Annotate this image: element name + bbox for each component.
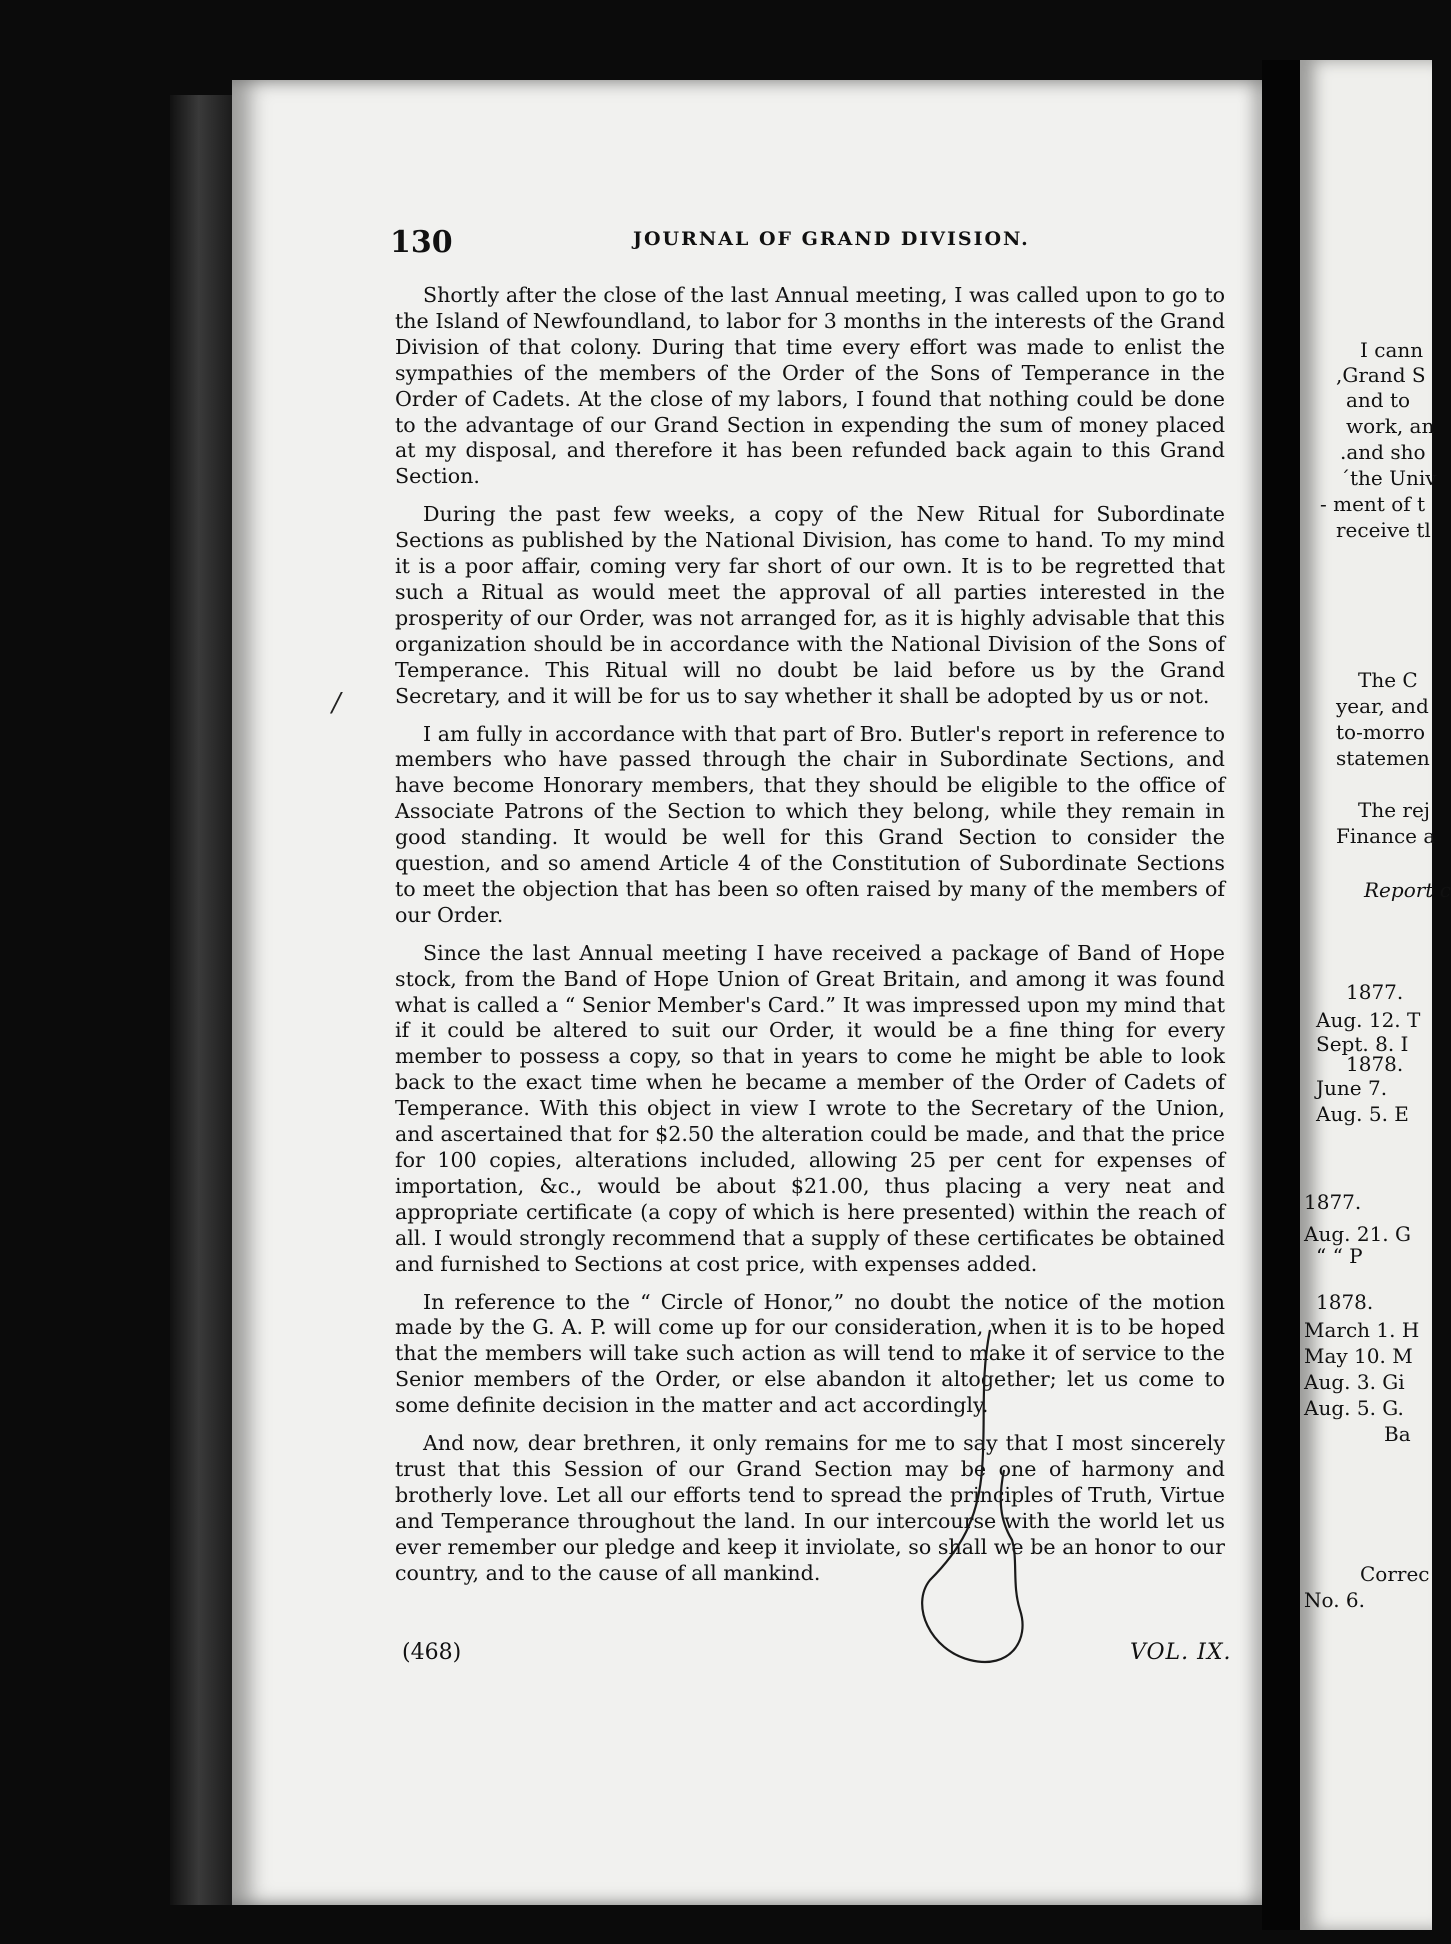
right-page-fragment (1300, 60, 1451, 1930)
body-text (395, 283, 1225, 1599)
right-page-line: ´the Univ (1340, 466, 1437, 490)
right-page-line: ,Grand S (1336, 363, 1426, 387)
right-page-line: Ba (1384, 1422, 1411, 1446)
running-head: JOURNAL OF GRAND DIVISION. (633, 228, 1030, 250)
paragraph: Since the last Annual meeting I have received a package of Band of Hope stock, from the Band of Hope Union of Great Britain, and among it was found what is called a “ Senior Member's Card.” It was impressed upon my mind that if it could be altered to suit our Order, it would be a fine thing for every member to possess a copy, so that in years to come he might be able to look back to the exact time when he became a member of the Order of Cadets of Temperance. With this object in view I wrote to the Secretary of the Union, and ascertained that for $2.50 the alteration could be made, and that the price for 100 copies, alterations included, allowing 25 per cent for expenses of importation, &c., would be about $21.00, thus placing a very neat and appropriate certificate (a copy of which is here presented) within the reach of all. I would strongly recommend that a supply of these certificates be obtained and furnished to Sections at cost price, with expenses added. (395, 940, 1225, 1276)
right-page-line: Aug. 12. T (1316, 1008, 1421, 1032)
book-spine-shadow (170, 95, 234, 1905)
right-page-line: The C (1358, 668, 1418, 692)
volume-mark: VOL. IX. (1130, 1640, 1232, 1665)
paragraph: I am fully in accordance with that part of Bro. Butler's report in reference to members who have passed through the chair in Subordinate Sections, and have become Honorary members, that they should be eligible to the office of Associate Patrons of the Section to which they belong, while they remain in good standing. It would be well for this Grand Section to consider the question, and so amend Article 4 of the Constitution of Subordinate Sections to meet the objection that has been so often raised by many of the members of our Order. (395, 721, 1225, 927)
right-page-line: Aug. 21. G (1304, 1222, 1411, 1246)
right-page-line: Report c (1364, 878, 1451, 902)
right-page-line: March 1. H (1304, 1318, 1420, 1342)
right-page-line: Aug. 3. Gi (1304, 1370, 1405, 1394)
right-page-line: Aug. 5. E (1316, 1102, 1409, 1126)
right-page-line: receive tl (1336, 518, 1431, 542)
right-page-line: “ “ P (1316, 1244, 1363, 1268)
right-page-line: I cann (1360, 338, 1424, 362)
right-page-line: and to (1346, 388, 1411, 412)
page-gutter (1262, 60, 1302, 1930)
right-page-line: Aug. 5. G. (1304, 1396, 1404, 1420)
right-page-line: 1878. (1346, 1052, 1404, 1076)
right-page-line: - ment of t (1320, 492, 1426, 516)
paragraph: In reference to the “ Circle of Honor,” no doubt the notice of the motion made by the G. A. P. will come up for our consideration, when it is to be hoped that the members will take such action as will tend to make it of service to the Senior members of the Order, or else abandon it altogether; let us come to some definite decision in the matter and act accordingly. (395, 1289, 1225, 1418)
right-page-line: Sept. 8. I (1316, 1032, 1409, 1056)
right-page-line: No. 6. (1304, 1588, 1365, 1612)
right-page-line: work, an (1346, 414, 1435, 438)
right-page-line: year, and (1336, 694, 1429, 718)
right-page-line: 1877. (1304, 1190, 1362, 1214)
page-number: 130 (390, 225, 453, 260)
right-page-line: to-morro (1336, 720, 1426, 744)
right-page-line: .and sho (1340, 440, 1426, 464)
right-page-line: 1877. (1346, 980, 1404, 1004)
paragraph: And now, dear brethren, it only remains for me to say that I most sincerely trust that this Session of our Grand Section may be one of harmony and brotherly love. Let all our efforts tend to spread the principles of Truth, Virtue and Temperance throughout the land. In our intercourse with the world let us ever remember our pledge and keep it inviolate, so shall we be an honor to our country, and to the cause of all mankind. (395, 1431, 1225, 1585)
right-page-line: Correc (1360, 1562, 1430, 1586)
right-page-line: May 10. M (1304, 1344, 1413, 1368)
paragraph: Shortly after the close of the last Annual meeting, I was called upon to go to the Island of Newfoundland, to labor for 3 months in the interests of the Grand Division of that colony. During that time every effort was made to enlist the sympathies of the members of the Order of the Sons of Temperance in the Order of Cadets. At the close of my labors, I found that nothing could be done to the advantage of our Grand Section in expending the sum of money placed at my disposal, and therefore it has been refunded back again to this Grand Section. (395, 283, 1225, 489)
right-page-line: 1878. (1316, 1290, 1374, 1314)
right-page-line: Finance a (1336, 824, 1436, 848)
paragraph: During the past few weeks, a copy of the New Ritual for Subordinate Sections as published by the National Division, has come to hand. To my mind it is a poor affair, coming very far short of our own. It is to be regretted that such a Ritual as would meet the approval of all parties interested in the prosperity of our Order, was not arranged for, as it is highly advisable that this organization should be in accordance with the National Division of the Sons of Temperance. This Ritual will no doubt be laid before us by the Grand Secretary, and it will be for us to say whether it shall be adopted by us or not. (395, 502, 1225, 708)
right-page-line: statemen (1336, 746, 1430, 770)
right-page-line: The rej (1358, 798, 1431, 822)
signature-mark: (468) (402, 1640, 462, 1665)
margin-mark: / (332, 688, 341, 718)
right-page-line: June 7. (1316, 1076, 1388, 1100)
